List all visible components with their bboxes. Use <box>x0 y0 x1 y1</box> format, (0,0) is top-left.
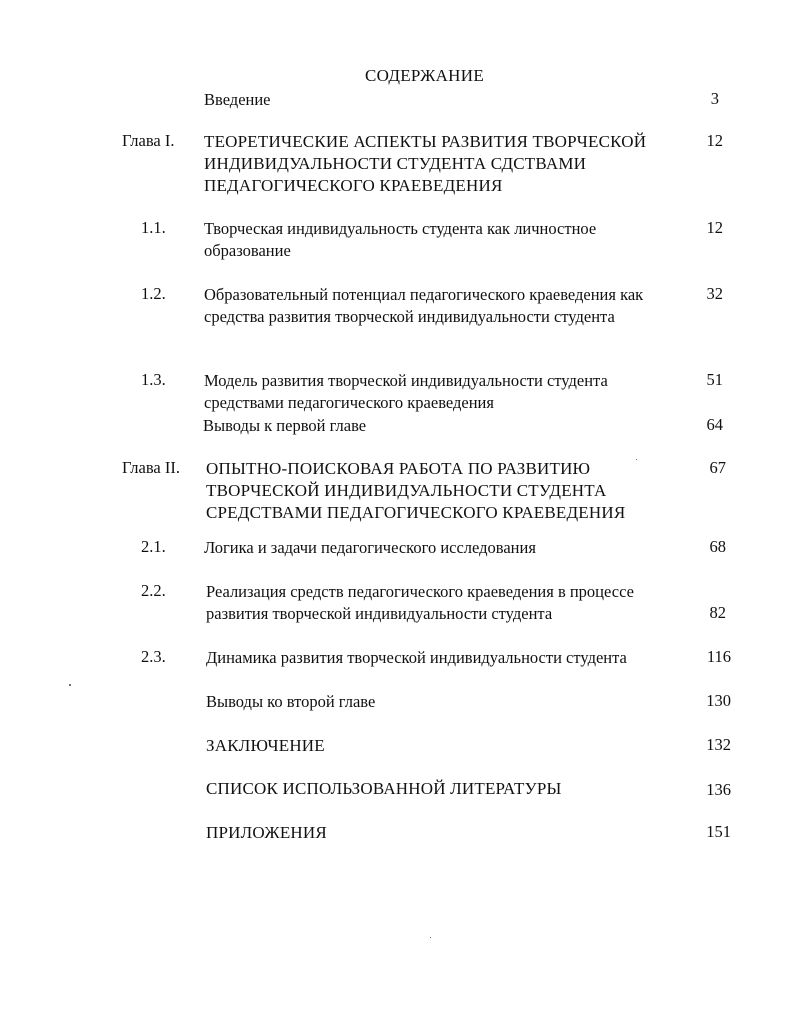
entry-text: ПРИЛОЖЕНИЯ <box>206 823 327 842</box>
entry-page: 82 <box>709 603 726 622</box>
entry-number: 2.2. <box>141 581 166 600</box>
entry-text: СПИСОК ИСПОЛЬЗОВАННОЙ ЛИТЕРАТУРЫ <box>206 779 562 798</box>
entry-page: 151 <box>706 822 731 841</box>
entry-number: 2.1. <box>141 537 166 556</box>
entry-number: 1.1. <box>141 218 166 237</box>
entry-page: 67 <box>709 458 726 477</box>
entry-page: 12 <box>706 131 723 150</box>
entry-text: Логика и задачи педагогического исследования <box>204 538 536 557</box>
entry-text: Реализация средств педагогического краеведения в процессе развития творческой индивидуальности студента <box>206 582 634 623</box>
entry-page: 116 <box>706 647 731 666</box>
entry-page: 132 <box>706 735 731 754</box>
entry-text: Образовательный потенциал педагогического краеведения как средства развития творческой индивидуальности студента <box>204 285 644 326</box>
scan-speck <box>69 684 71 686</box>
entry-text: Введение <box>204 90 271 109</box>
entry-text: ОПЫТНО-ПОИСКОВАЯ РАБОТА ПО РАЗВИТИЮ ТВОРЧЕСКОЙ ИНДИВИДУАЛЬНОСТИ СТУДЕНТА СРЕДСТВАМИ ПЕДАГОГИЧЕСКОГО КРАЕВЕДЕНИЯ <box>206 459 626 522</box>
entry-page: 51 <box>706 370 723 389</box>
entry-number: Глава I. <box>122 131 175 150</box>
entry-text: Выводы к первой главе <box>203 416 367 435</box>
entry-text: Выводы ко второй главе <box>206 692 376 711</box>
scan-speck <box>636 459 637 460</box>
entry-number: 1.3. <box>141 370 166 389</box>
entry-page: 130 <box>706 691 731 710</box>
entry-page: 3 <box>710 89 719 108</box>
entry-page: 32 <box>706 284 723 303</box>
entry-number: 2.3. <box>141 647 166 666</box>
scan-speck <box>430 937 431 938</box>
entry-text: Динамика развития творческой индивидуальности студента <box>206 648 627 667</box>
entry-page: 12 <box>706 218 723 237</box>
entry-number: Глава II. <box>122 458 180 477</box>
page-title: СОДЕРЖАНИЕ <box>364 66 485 85</box>
entry-page: 68 <box>709 537 726 556</box>
entry-text: Творческая индивидуальность студента как личностное образование <box>204 219 597 260</box>
entry-text: ЗАКЛЮЧЕНИЕ <box>206 736 325 755</box>
entry-number: 1.2. <box>141 284 166 303</box>
entry-text: Модель развития творческой индивидуальности студента средствами педагогического краеведения <box>204 371 608 412</box>
entry-page: 136 <box>706 780 731 799</box>
entry-text: ТЕОРЕТИЧЕСКИЕ АСПЕКТЫ РАЗВИТИЯ ТВОРЧЕСКОЙ ИНДИВИДУАЛЬНОСТИ СТУДЕНТА СДСТВАМИ ПЕДАГОГИЧЕСКОГО КРАЕВЕДЕНИЯ <box>204 132 647 195</box>
entry-page: 64 <box>706 415 723 434</box>
